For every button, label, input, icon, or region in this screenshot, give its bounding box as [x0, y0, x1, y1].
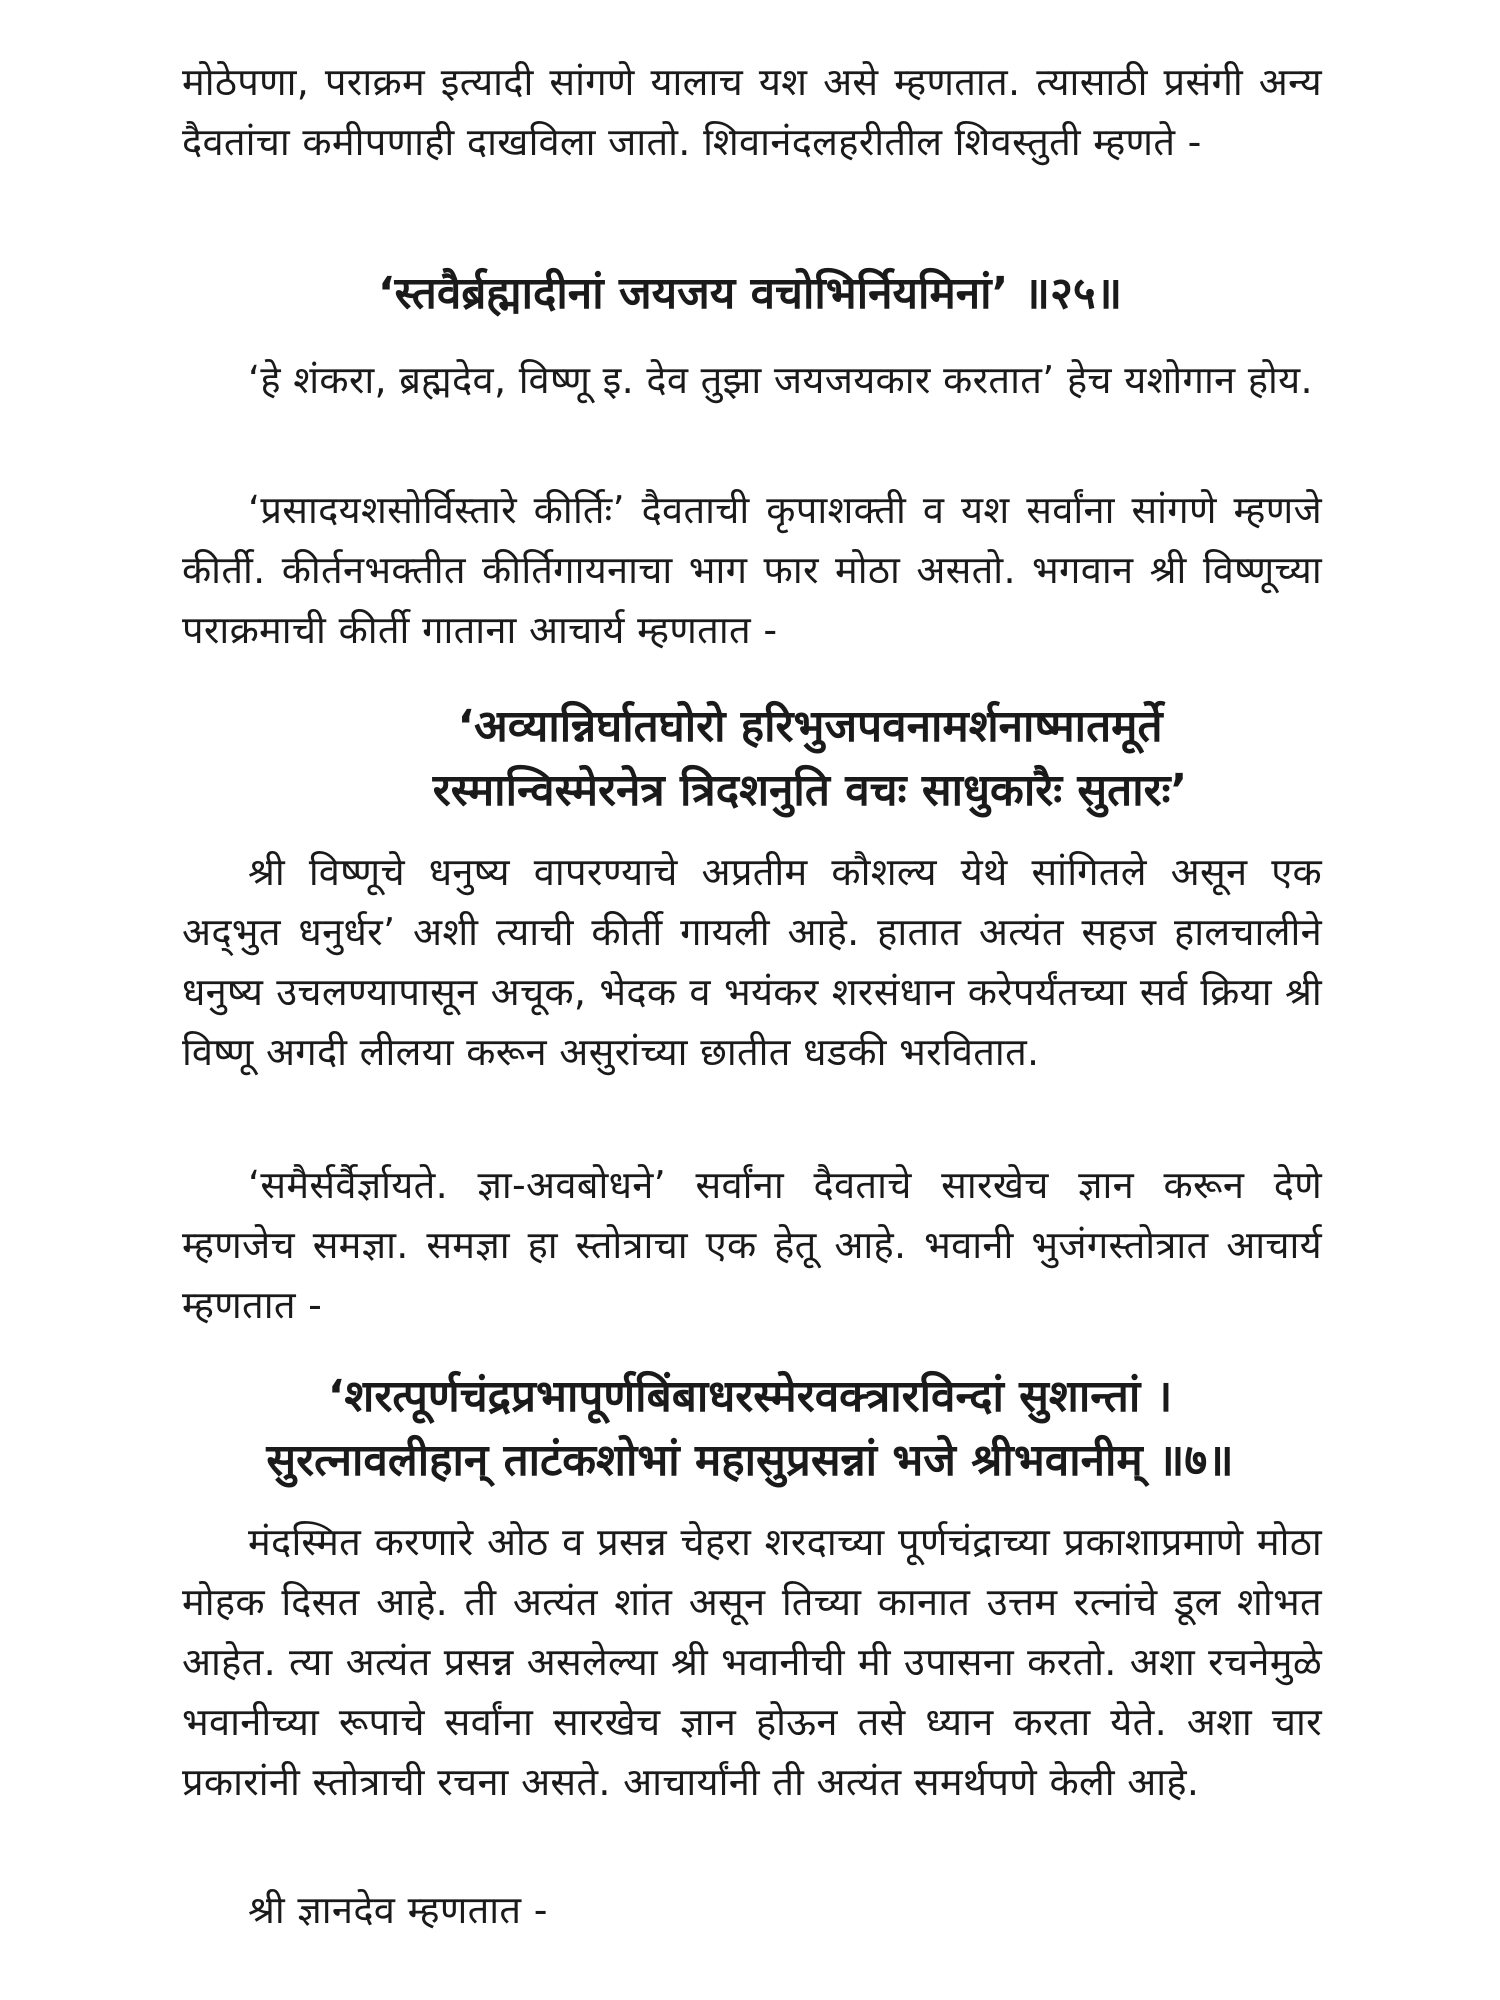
- verse-1-line-1: ‘स्तवैर्ब्रह्मादीनां जयजय वचोभिर्नियमिनां’ ॥२५॥: [377, 268, 1123, 319]
- verse-1: [0, 262, 1500, 326]
- verse-2-line-2: रस्मान्विस्मेरनेत्र त्रिदशनुति वचः साधुकारैः सुतारः’: [432, 765, 1188, 816]
- verse-2-line-1: ‘अव्यान्निर्घातघोरो हरिभुजपवनामर्शनाष्मातमूर्ते: [457, 701, 1163, 752]
- paragraph-6: मंदस्मित करणारे ओठ व प्रसन्न चेहरा शरदाच्या पूर्णचंद्राच्या प्रकाशाप्रमाणे मोठा मोहक दिसत आहे. ती अत्यंत शांत असून तिच्या कानात उत्तम रत्नांचे डूल शोभत आहेत. त्या अत्यंत प्रसन्न असलेल्या श्री भवानीची मी उपासना करतो. अशा रचनेमुळे भवानीच्या रूपाचे सर्वांना सारखेच ज्ञान होऊन तसे ध्यान करता येते. अशा चार प्रकारांनी स्तोत्राची रचना असते. आचार्यांनी ती अत्यंत समर्थपणे केली आहे.: [182, 1520, 1322, 1804]
- verse-3-line-2: सुरत्नावलीहान् ताटंकशोभां महासुप्रसन्नां भजे श्रीभवानीम् ॥७॥: [266, 1435, 1234, 1486]
- paragraph-7: श्री ज्ञानदेव म्हणतात -: [248, 1888, 548, 1932]
- paragraph-1: मोठेपणा, पराक्रम इत्यादी सांगणे यालाच यश असे म्हणतात. त्यासाठी प्रसंगी अन्य दैवतांचा कमीपणाही दाखविला जातो. शिवानंदलहरीतील शिवस्तुती म्हणते -: [182, 60, 1322, 164]
- verse-3: [0, 1365, 1500, 1493]
- paragraph-2: ‘हे शंकरा, ब्रह्मदेव, विष्णू इ. देव तुझा जयजयकार करतात’ हेच यशोगान होय.: [248, 358, 1313, 402]
- verse-3-line-1: ‘शरत्पूर्णचंद्रप्रभापूर्णबिंबाधरस्मेरवक्त्रारविन्दां सुशान्तां ।: [327, 1371, 1173, 1422]
- verse-2: [60, 695, 1500, 823]
- paragraph-4: श्री विष्णूचे धनुष्य वापरण्याचे अप्रतीम कौशल्य येथे सांगितले असून एक अद्‌भुत धनुर्धर’ अशी त्याची कीर्ती गायली आहे. हातात अत्यंत सहज हालचालीने धनुष्य उचलण्यापासून अचूक, भेदक व भयंकर शरसंधान करेपर्यंतच्या सर्व क्रिया श्री विष्णू अगदी लीलया करून असुरांच्या छातीत धडकी भरवितात.: [182, 850, 1322, 1074]
- paragraph-5: ‘समैर्सर्वैर्ज्ञायते. ज्ञा-अवबोधने’ सर्वांना दैवताचे सारखेच ज्ञान करून देणे म्हणजेच समज्ञा. समज्ञा हा स्तोत्राचा एक हेतू आहे. भवानी भुजंगस्तोत्रात आचार्य म्हणतात -: [182, 1163, 1322, 1327]
- paragraph-3: ‘प्रसादयशसोर्विस्तारे कीर्तिः’ दैवताची कृपाशक्ती व यश सर्वांना सांगणे म्हणजे कीर्ती. कीर्तनभक्तीत कीर्तिगायनाचा भाग फार मोठा असतो. भगवान श्री विष्णूच्या पराक्रमाची कीर्ती गाताना आचार्य म्हणतात -: [182, 488, 1322, 652]
